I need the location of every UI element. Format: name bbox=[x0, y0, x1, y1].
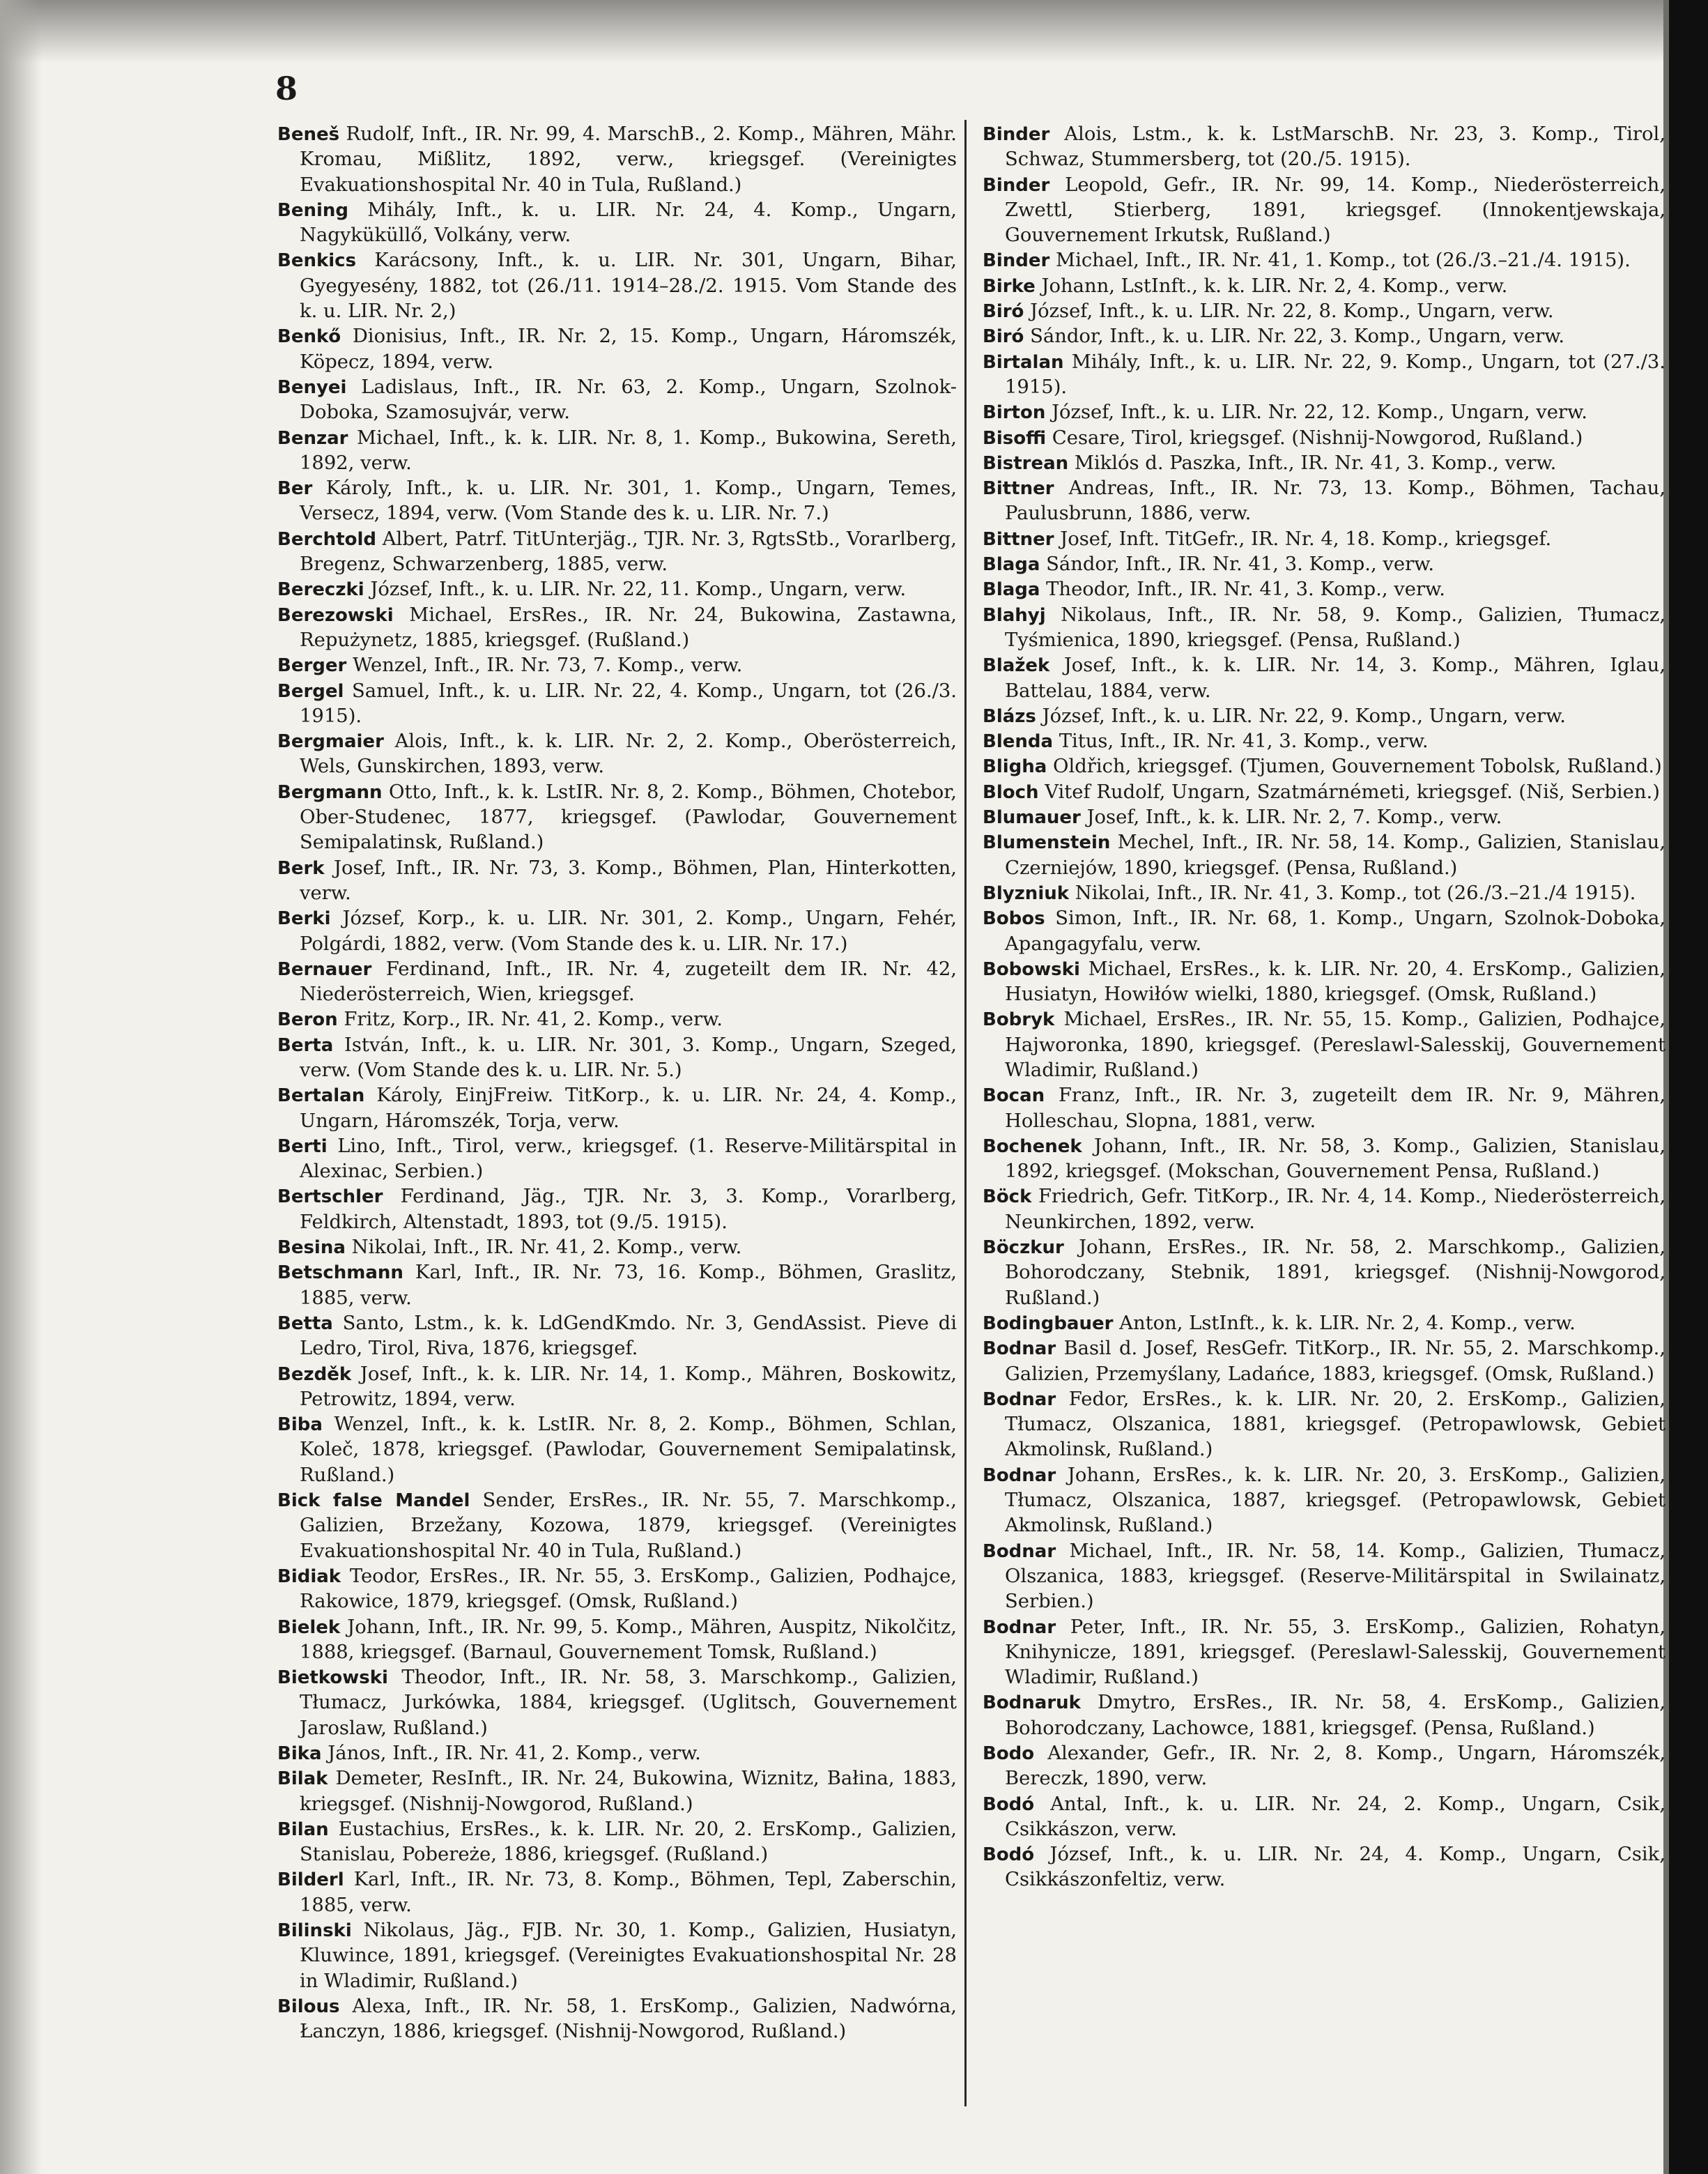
list-entry bbox=[277, 1867, 957, 1918]
list-entry bbox=[983, 1842, 1665, 1893]
entry-surname: Berezowski bbox=[277, 604, 394, 626]
entry-surname: Betschmann bbox=[277, 1262, 403, 1284]
list-entry bbox=[277, 1615, 957, 1666]
entry-surname: Berger bbox=[277, 655, 347, 677]
entry-surname: Binder bbox=[983, 124, 1050, 145]
list-entry bbox=[277, 1260, 957, 1311]
entry-details: Vitef Rudolf, Ungarn, Szatmárnémeti, kriegsgef. (Niš, Serbien.) bbox=[1045, 781, 1660, 803]
list-entry bbox=[277, 1033, 957, 1084]
entry-surname: Bielek bbox=[277, 1616, 341, 1638]
entry-surname: Bodingbauer bbox=[983, 1312, 1114, 1334]
entry-surname: Bertschler bbox=[277, 1186, 383, 1208]
entry-surname: Bodnar bbox=[983, 1338, 1056, 1360]
list-entry bbox=[277, 577, 957, 602]
entry-surname: Berchtold bbox=[277, 528, 377, 550]
left-column bbox=[277, 122, 957, 2045]
list-entry bbox=[983, 1007, 1665, 1083]
entry-surname: Böczkur bbox=[983, 1237, 1064, 1259]
entry-details: Antal, Inft., k. u. LIR. Nr. 24, 2. Komp., Ungarn, Csik, Csikkászon, verw. bbox=[1005, 1793, 1665, 1840]
entry-surname: Blyzniuk bbox=[983, 882, 1070, 904]
entry-surname: Bodnar bbox=[983, 1616, 1056, 1638]
entry-details: Anton, LstInft., k. k. LIR. Nr. 2, 4. Komp., verw. bbox=[1119, 1312, 1576, 1334]
scan-shadow-left bbox=[0, 0, 42, 2174]
list-entry bbox=[983, 324, 1665, 349]
list-entry bbox=[983, 1336, 1665, 1387]
list-entry bbox=[983, 704, 1665, 729]
entry-surname: Blahyj bbox=[983, 604, 1046, 626]
list-entry bbox=[983, 653, 1665, 704]
list-entry bbox=[277, 1665, 957, 1741]
entry-surname: Besina bbox=[277, 1237, 346, 1259]
entry-details: Titus, Inft., IR. Nr. 41, 3. Komp., verw. bbox=[1059, 730, 1429, 753]
list-entry bbox=[983, 1463, 1665, 1539]
entry-surname: Bittner bbox=[983, 528, 1054, 550]
entry-details: Mihály, Inft., k. u. LIR. Nr. 22, 9. Komp., Ungarn, tot (27./3. 1915). bbox=[1005, 351, 1665, 398]
list-entry bbox=[277, 1994, 957, 2045]
entry-details: Alexander, Gefr., IR. Nr. 2, 8. Komp., Ungarn, Háromszék, Bereczk, 1890, verw. bbox=[1005, 1743, 1665, 1790]
list-entry bbox=[983, 780, 1665, 805]
entry-surname: Bittner bbox=[983, 478, 1054, 500]
entry-details: Lino, Inft., Tirol, verw., kriegsgef. (1. Reserve-Militärspital in Alexinac, Serbien.) bbox=[300, 1135, 957, 1183]
entry-surname: Binder bbox=[983, 174, 1050, 196]
entry-details: Dmytro, ErsRes., IR. Nr. 58, 4. ErsKomp., Galizien, Bohorodczany, Lachowce, 1881, kriegsgef. (Pensa, Rußland.) bbox=[1005, 1692, 1665, 1739]
entry-surname: Bilan bbox=[277, 1819, 329, 1840]
list-entry bbox=[983, 1741, 1665, 1792]
entry-details: Sándor, Inft., k. u. LIR. Nr. 22, 3. Komp., Ungarn, verw. bbox=[1030, 326, 1565, 348]
entry-surname: Blažek bbox=[983, 655, 1050, 677]
entry-surname: Bereczki bbox=[277, 579, 364, 601]
list-entry bbox=[983, 881, 1665, 906]
page-number: 8 bbox=[275, 70, 298, 107]
list-entry bbox=[983, 400, 1665, 425]
list-entry bbox=[983, 274, 1665, 299]
entry-surname: Blumenstein bbox=[983, 832, 1111, 854]
entry-details: Josef, Inft., k. k. LIR. Nr. 14, 3. Komp., Mähren, Iglau, Battelau, 1884, verw. bbox=[1005, 655, 1665, 702]
entry-details: Josef, Inft., k. k. LIR. Nr. 2, 7. Komp., verw. bbox=[1086, 806, 1502, 829]
entry-details: Károly, EinjFreiw. TitKorp., k. u. LIR. Nr. 24, 4. Komp., Ungarn, Háromszék, Torja, verw. bbox=[300, 1085, 957, 1132]
list-entry bbox=[277, 653, 957, 678]
entry-surname: Benyei bbox=[277, 376, 347, 398]
entry-details: Johann, Inft., IR. Nr. 58, 3. Komp., Galizien, Stanislau, 1892, kriegsgef. (Mokschan, Gouvernement Pensa, Rußland.) bbox=[1005, 1135, 1665, 1183]
list-entry bbox=[983, 1235, 1665, 1311]
entry-details: Miklós d. Paszka, Inft., IR. Nr. 41, 3. Komp., verw. bbox=[1074, 452, 1557, 474]
entry-surname: Bietkowski bbox=[277, 1667, 388, 1689]
entry-details: Josef, Inft., k. k. LIR. Nr. 14, 1. Komp., Mähren, Boskowitz, Petrowitz, 1894, verw. bbox=[300, 1363, 957, 1410]
list-entry bbox=[983, 603, 1665, 654]
entry-details: Josef, Inft., IR. Nr. 73, 3. Komp., Böhmen, Plan, Hinterkotten, verw. bbox=[300, 857, 957, 904]
entry-details: Michael, ErsRes., IR. Nr. 55, 15. Komp., Galizien, Podhajce, Hajworonka, 1890, kriegsgef. (Pereslawl-Salesskij, Gouvernement Wladimir, Rußland.) bbox=[1005, 1009, 1665, 1081]
entry-surname: Bodnar bbox=[983, 1388, 1056, 1410]
entry-details: Friedrich, Gefr. TitKorp., IR. Nr. 4, 14. Komp., Niederösterreich, Neunkirchen, 1892, verw. bbox=[1005, 1186, 1665, 1233]
entry-details: Dionisius, Inft., IR. Nr. 2, 15. Komp., Ungarn, Háromszék, Köpecz, 1894, verw. bbox=[300, 326, 957, 373]
list-entry bbox=[277, 122, 957, 198]
entry-surname: Bilous bbox=[277, 1996, 340, 2017]
column-divider bbox=[964, 120, 967, 2106]
entry-details: Basil d. Josef, ResGefr. TitKorp., IR. Nr. 55, 2. Marschkomp., Galizien, Przemyślany, Ladańce, 1883, kriegsgef. (Omsk, Rußland.) bbox=[1005, 1338, 1665, 1385]
list-entry bbox=[277, 1741, 957, 1766]
entry-surname: Bilinski bbox=[277, 1920, 352, 1942]
entry-details: Ferdinand, Jäg., TJR. Nr. 3, 3. Komp., Vorarlberg, Feldkirch, Altenstadt, 1893, tot (9./5. 1915). bbox=[300, 1186, 957, 1233]
list-entry bbox=[983, 248, 1665, 273]
entry-surname: Bodó bbox=[983, 1844, 1035, 1866]
entry-surname: Bening bbox=[277, 199, 348, 221]
list-entry bbox=[983, 350, 1665, 401]
entry-surname: Bidiak bbox=[277, 1566, 341, 1587]
list-entry bbox=[277, 1766, 957, 1817]
entry-surname: Blaga bbox=[983, 579, 1040, 601]
entry-details: Nikolai, Inft., IR. Nr. 41, 2. Komp., verw. bbox=[351, 1237, 742, 1259]
entry-surname: Benzar bbox=[277, 427, 348, 449]
entry-details: Theodor, Inft., IR. Nr. 58, 3. Marschkomp., Galizien, Tłumacz, Jurkówka, 1884, kriegsgef. (Uglitsch, Gouvernement Jaroslaw, Rußland.) bbox=[300, 1667, 957, 1739]
list-entry bbox=[983, 299, 1665, 324]
list-entry bbox=[277, 1362, 957, 1413]
entry-details: Michael, Inft., IR. Nr. 58, 14. Komp., Galizien, Tłumacz, Olszanica, 1883, kriegsgef. (Reserve-Militärspital in Swilainatz, Serbien.) bbox=[1005, 1540, 1665, 1613]
list-entry bbox=[983, 1615, 1665, 1691]
entry-details: József, Inft., k. u. LIR. Nr. 22, 9. Komp., Ungarn, verw. bbox=[1042, 705, 1567, 727]
entry-details: Alois, Inft., k. k. LIR. Nr. 2, 2. Komp., Oberösterreich, Wels, Gunskirchen, 1893, verw. bbox=[300, 730, 957, 778]
list-entry bbox=[983, 957, 1665, 1008]
entry-surname: Birton bbox=[983, 402, 1046, 424]
entry-surname: Berki bbox=[277, 908, 331, 930]
entry-details: Sándor, Inft., IR. Nr. 41, 3. Komp., verw. bbox=[1046, 553, 1435, 576]
entry-details: Peter, Inft., IR. Nr. 55, 3. ErsKomp., Galizien, Rohatyn, Knihynicze, 1891, kriegsgef. (Pereslawl-Salesskij, Gouvernement Wladimir, Rußland.) bbox=[1005, 1616, 1665, 1689]
entry-surname: Bobryk bbox=[983, 1009, 1055, 1031]
entry-surname: Bergel bbox=[277, 680, 344, 702]
entry-surname: Blázs bbox=[983, 705, 1036, 727]
list-entry bbox=[277, 324, 957, 375]
entry-details: Teodor, ErsRes., IR. Nr. 55, 3. ErsKomp., Galizien, Podhajce, Rakowice, 1879, kriegsgef. (Omsk, Rußland.) bbox=[300, 1565, 957, 1613]
entry-details: Karl, Inft., IR. Nr. 73, 16. Komp., Böhmen, Graslitz, 1885, verw. bbox=[300, 1262, 957, 1309]
entry-surname: Bodó bbox=[983, 1793, 1035, 1815]
entry-surname: Beneš bbox=[277, 124, 340, 145]
entry-surname: Betta bbox=[277, 1312, 333, 1334]
entry-details: Johann, LstInft., k. k. LIR. Nr. 2, 4. Komp., verw. bbox=[1041, 275, 1508, 297]
entry-details: Károly, Inft., k. u. LIR. Nr. 301, 1. Komp., Ungarn, Temes, Versecz, 1894, verw. (Vom Stande des k. u. LIR. Nr. 7.) bbox=[300, 477, 957, 525]
entry-surname: Bodo bbox=[983, 1743, 1035, 1764]
list-entry bbox=[277, 476, 957, 527]
entry-details: József, Inft., k. u. LIR. Nr. 22, 11. Komp., Ungarn, verw. bbox=[370, 579, 907, 601]
entry-surname: Bobowski bbox=[983, 958, 1080, 980]
entry-details: Ladislaus, Inft., IR. Nr. 63, 2. Komp., Ungarn, Szolnok-Doboka, Szamosujvár, verw. bbox=[300, 376, 957, 424]
list-entry bbox=[277, 1134, 957, 1185]
list-entry bbox=[983, 906, 1665, 957]
list-entry bbox=[277, 198, 957, 249]
entry-surname: Berta bbox=[277, 1034, 334, 1056]
entry-details: Albert, Patrf. TitUnterjäg., TJR. Nr. 3, RgtsStb., Vorarlberg, Bregenz, Schwarzenberg, 1885, verw. bbox=[300, 528, 957, 576]
entry-surname: Bika bbox=[277, 1743, 322, 1764]
list-entry bbox=[983, 1311, 1665, 1336]
list-entry bbox=[983, 173, 1665, 249]
entry-surname: Bligha bbox=[983, 756, 1047, 778]
entry-details: János, Inft., IR. Nr. 41, 2. Komp., verw. bbox=[328, 1743, 701, 1764]
list-entry bbox=[277, 1311, 957, 1362]
entry-details: Andreas, Inft., IR. Nr. 73, 13. Komp., Böhmen, Tachau, Paulusbrunn, 1886, verw. bbox=[1005, 477, 1665, 525]
entry-surname: Birtalan bbox=[983, 351, 1064, 373]
entry-details: Mechel, Inft., IR. Nr. 58, 14. Komp., Galizien, Stanislau, Czerniejów, 1890, kriegsgef. (Pensa, Rußland.) bbox=[1005, 832, 1665, 879]
entry-details: Michael, ErsRes., IR. Nr. 24, Bukowina, Zastawna, Repużynetz, 1885, kriegsgef. (Rußland.) bbox=[300, 604, 957, 651]
entry-surname: Benkő bbox=[277, 326, 341, 348]
entry-surname: Blaga bbox=[983, 554, 1040, 576]
entry-details: Karácsony, Inft., k. u. LIR. Nr. 301, Ungarn, Bihar, Gyegyesény, 1882, tot (26./11. 1914–28./2. 1915. Vom Stande des k. u. LIR. Nr. 2,) bbox=[300, 250, 957, 323]
entry-surname: Böck bbox=[983, 1186, 1032, 1208]
list-entry bbox=[983, 527, 1665, 552]
entry-details: Nikolaus, Jäg., FJB. Nr. 30, 1. Komp., Galizien, Husiatyn, Kluwince, 1891, kriegsgef. (Vereinigtes Evakuationshospital Nr. 28 in Wladimir, Rußland.) bbox=[300, 1920, 957, 1992]
entry-surname: Bodnar bbox=[983, 1464, 1056, 1486]
entry-details: József, Inft., k. u. LIR. Nr. 24, 4. Komp., Ungarn, Csik, Csikkászonfeltiz, verw. bbox=[1005, 1844, 1665, 1891]
entry-details: Johann, ErsRes., k. k. LIR. Nr. 20, 3. ErsKomp., Galizien, Tłumacz, Olszanica, 1887, kriegsgef. (Petropawlowsk, Gebiet Akmolinsk, Rußland.) bbox=[1005, 1464, 1665, 1537]
entry-details: Alois, Lstm., k. k. LstMarschB. Nr. 23, 3. Komp., Tirol, Schwaz, Stummersberg, tot (20./5. 1915). bbox=[1005, 123, 1665, 171]
entry-surname: Bodnar bbox=[983, 1540, 1056, 1562]
entry-surname: Bilak bbox=[277, 1768, 328, 1790]
list-entry bbox=[983, 476, 1665, 527]
entry-details: Simon, Inft., IR. Nr. 68, 1. Komp., Ungarn, Szolnok-Doboka, Apangagyfalu, verw. bbox=[1005, 908, 1665, 955]
list-entry bbox=[277, 527, 957, 578]
list-entry bbox=[277, 729, 957, 780]
entry-surname: Bezděk bbox=[277, 1363, 352, 1385]
entry-surname: Ber bbox=[277, 478, 313, 500]
entry-details: Cesare, Tirol, kriegsgef. (Nishnij-Nowgorod, Rußland.) bbox=[1052, 427, 1583, 449]
list-entry bbox=[277, 426, 957, 477]
list-entry bbox=[983, 1539, 1665, 1615]
entry-details: Wenzel, Inft., k. k. LstIR. Nr. 8, 2. Komp., Böhmen, Schlan, Koleč, 1878, kriegsgef. (Pawlodar, Gouvernement Semipalatinsk, Rußland.) bbox=[300, 1414, 957, 1486]
entry-surname: Bilderl bbox=[277, 1869, 344, 1891]
entry-details: Mihály, Inft., k. u. LIR. Nr. 24, 4. Komp., Ungarn, Nagyküküllő, Volkány, verw. bbox=[300, 199, 957, 247]
entry-details: Nikolaus, Inft., IR. Nr. 58, 9. Komp., Galizien, Tłumacz, Tyśmienica, 1890, kriegsgef. (Pensa, Rußland.) bbox=[1005, 604, 1665, 651]
entry-surname: Bick false Mandel bbox=[277, 1490, 470, 1512]
list-entry bbox=[983, 577, 1665, 602]
entry-surname: Bernauer bbox=[277, 958, 372, 980]
entry-surname: Bergmaier bbox=[277, 731, 384, 753]
entry-details: Theodor, Inft., IR. Nr. 41, 3. Komp., verw. bbox=[1046, 579, 1445, 601]
entry-surname: Bodnaruk bbox=[983, 1692, 1081, 1714]
entry-details: József, Korp., k. u. LIR. Nr. 301, 2. Komp., Ungarn, Fehér, Polgárdi, 1882, verw. (Vom Stande des k. u. LIR. Nr. 17.) bbox=[300, 908, 957, 955]
right-column bbox=[983, 122, 1665, 1893]
list-entry bbox=[277, 248, 957, 324]
list-entry bbox=[983, 1134, 1665, 1185]
list-entry bbox=[983, 122, 1665, 173]
list-entry bbox=[983, 451, 1665, 476]
entry-surname: Bistrean bbox=[983, 452, 1069, 474]
entry-details: Alexa, Inft., IR. Nr. 58, 1. ErsKomp., Galizien, Nadwórna, Łanczyn, 1886, kriegsgef. (Nishnij-Nowgorod, Rußland.) bbox=[300, 1995, 957, 2043]
list-entry bbox=[277, 1412, 957, 1488]
entry-surname: Bisoffi bbox=[983, 427, 1047, 449]
entry-details: Fedor, ErsRes., k. k. LIR. Nr. 20, 2. ErsKomp., Galizien, Tłumacz, Olszanica, 1881, kriegsgef. (Petropawlowsk, Gebiet Akmolinsk, Rußland.) bbox=[1005, 1388, 1665, 1461]
entry-details: Fritz, Korp., IR. Nr. 41, 2. Komp., verw. bbox=[344, 1009, 723, 1031]
entry-details: István, Inft., k. u. LIR. Nr. 301, 3. Komp., Ungarn, Szeged, verw. (Vom Stande des k. u. LIR. Nr. 5.) bbox=[300, 1034, 957, 1081]
entry-details: Demeter, ResInft., IR. Nr. 24, Bukowina, Wiznitz, Bałina, 1883, kriegsgef. (Nishnij-Nowgorod, Rußland.) bbox=[300, 1768, 957, 1815]
list-entry bbox=[983, 1083, 1665, 1134]
entry-details: Rudolf, Inft., IR. Nr. 99, 4. MarschB., 2. Komp., Mähren, Mähr. Kromau, Mißlitz, 1892, verw., kriegsgef. (Vereinigtes Evakuationshospital Nr. 40 in Tula, Rußland.) bbox=[300, 123, 957, 196]
entry-details: Samuel, Inft., k. u. LIR. Nr. 22, 4. Komp., Ungarn, tot (26./3. 1915). bbox=[300, 680, 957, 727]
entry-surname: Bochenek bbox=[983, 1135, 1082, 1157]
entry-surname: Berti bbox=[277, 1135, 328, 1157]
entry-details: Sender, ErsRes., IR. Nr. 55, 7. Marschkomp., Galizien, Brzežany, Kozowa, 1879, kriegsgef. (Vereinigtes Evakuationshospital Nr. 40 in Tula, Rußland.) bbox=[300, 1490, 957, 1562]
list-entry bbox=[983, 754, 1665, 779]
list-entry bbox=[983, 1184, 1665, 1235]
entry-details: Ferdinand, Inft., IR. Nr. 4, zugeteilt dem IR. Nr. 42, Niederösterreich, Wien, kriegsgef. bbox=[300, 958, 957, 1006]
list-entry bbox=[983, 1690, 1665, 1741]
entry-details: Michael, ErsRes., k. k. LIR. Nr. 20, 4. ErsKomp., Galizien, Husiatyn, Howiłów wielki, 1880, kriegsgef. (Omsk, Rußland.) bbox=[1005, 958, 1665, 1006]
list-entry bbox=[277, 780, 957, 856]
entry-details: Johann, ErsRes., IR. Nr. 58, 2. Marschkomp., Galizien, Bohorodczany, Stebnik, 1891, kriegsgef. (Nishnij-Nowgorod, Rußland.) bbox=[1005, 1237, 1665, 1309]
entry-details: Michael, Inft., IR. Nr. 41, 1. Komp., tot (26./3.–21./4. 1915). bbox=[1056, 250, 1631, 272]
entry-details: Josef, Inft. TitGefr., IR. Nr. 4, 18. Komp., kriegsgef. bbox=[1060, 528, 1552, 550]
entry-surname: Blumauer bbox=[983, 807, 1081, 829]
list-entry bbox=[277, 856, 957, 907]
list-entry bbox=[277, 1184, 957, 1235]
entry-surname: Bergmann bbox=[277, 781, 383, 803]
entry-surname: Birke bbox=[983, 275, 1036, 297]
list-entry bbox=[983, 805, 1665, 830]
entry-details: Wenzel, Inft., IR. Nr. 73, 7. Komp., verw. bbox=[353, 655, 743, 677]
list-entry bbox=[277, 1564, 957, 1615]
list-entry bbox=[277, 679, 957, 730]
entry-details: József, Inft., k. u. LIR. Nr. 22, 12. Komp., Ungarn, verw. bbox=[1052, 401, 1587, 424]
entry-surname: Bobos bbox=[983, 908, 1045, 930]
list-entry bbox=[983, 830, 1665, 881]
entry-details: József, Inft., k. u. LIR. Nr. 22, 8. Komp., Ungarn, verw. bbox=[1030, 300, 1554, 323]
list-entry bbox=[277, 603, 957, 654]
entry-details: Leopold, Gefr., IR. Nr. 99, 14. Komp., Niederösterreich, Zwettl, Stierberg, 1891, kriegsgef. (Innokentjewskaja, Gouvernement Irkutsk, Rußland.) bbox=[1005, 174, 1665, 247]
list-entry bbox=[277, 1488, 957, 1564]
list-entry bbox=[983, 426, 1665, 451]
scan-edge-right bbox=[1663, 0, 1708, 2174]
entry-details: Nikolai, Inft., IR. Nr. 41, 3. Komp., tot (26./3.–21./4 1915). bbox=[1075, 882, 1636, 904]
entry-details: Franz, Inft., IR. Nr. 3, zugeteilt dem IR. Nr. 9, Mähren, Holleschau, Slopna, 1881, verw. bbox=[1005, 1085, 1665, 1132]
entry-details: Santo, Lstm., k. k. LdGendKmdo. Nr. 3, GendAssist. Pieve di Ledro, Tirol, Riva, 1876, kriegsgef. bbox=[300, 1312, 957, 1360]
list-entry bbox=[277, 1817, 957, 1868]
entry-details: Eustachius, ErsRes., k. k. LIR. Nr. 20, 2. ErsKomp., Galizien, Stanislau, Pobereże, 1886, kriegsgef. (Rußland.) bbox=[300, 1818, 957, 1866]
entry-surname: Benkics bbox=[277, 250, 357, 272]
scan-shadow-top bbox=[0, 0, 1708, 63]
list-entry bbox=[277, 375, 957, 426]
entry-surname: Bloch bbox=[983, 781, 1039, 803]
list-entry bbox=[277, 1235, 957, 1260]
entry-surname: Binder bbox=[983, 250, 1050, 272]
entry-surname: Beron bbox=[277, 1009, 338, 1031]
entry-surname: Biró bbox=[983, 326, 1024, 348]
entry-surname: Biró bbox=[983, 301, 1024, 323]
list-entry bbox=[277, 957, 957, 1008]
list-entry bbox=[983, 1792, 1665, 1843]
entry-details: Johann, Inft., IR. Nr. 99, 5. Komp., Mähren, Auspitz, Nikolčitz, 1888, kriegsgef. (Barnaul, Gouvernement Tomsk, Rußland.) bbox=[300, 1616, 957, 1663]
list-entry bbox=[277, 1083, 957, 1134]
list-entry bbox=[983, 729, 1665, 754]
entry-surname: Blenda bbox=[983, 731, 1054, 753]
entry-details: Oldřich, kriegsgef. (Tjumen, Gouvernement Tobolsk, Rußland.) bbox=[1053, 756, 1662, 778]
entry-surname: Bertalan bbox=[277, 1085, 365, 1107]
list-entry bbox=[983, 1387, 1665, 1463]
entry-surname: Bocan bbox=[983, 1085, 1045, 1107]
list-entry bbox=[983, 552, 1665, 577]
entry-details: Karl, Inft., IR. Nr. 73, 8. Komp., Böhmen, Tepl, Zaberschin, 1885, verw. bbox=[300, 1869, 957, 1916]
entry-surname: Biba bbox=[277, 1414, 323, 1436]
list-entry bbox=[277, 906, 957, 957]
entry-details: Otto, Inft., k. k. LstIR. Nr. 8, 2. Komp., Böhmen, Chotebor, Ober-Studenec, 1877, kriegsgef. (Pawlodar, Gouvernement Semipalatinsk, Rußland.) bbox=[300, 781, 957, 854]
list-entry bbox=[277, 1918, 957, 1994]
entry-surname: Berk bbox=[277, 857, 325, 879]
entry-details: Michael, Inft., k. k. LIR. Nr. 8, 1. Komp., Bukowina, Sereth, 1892, verw. bbox=[300, 427, 957, 474]
list-entry bbox=[277, 1007, 957, 1032]
